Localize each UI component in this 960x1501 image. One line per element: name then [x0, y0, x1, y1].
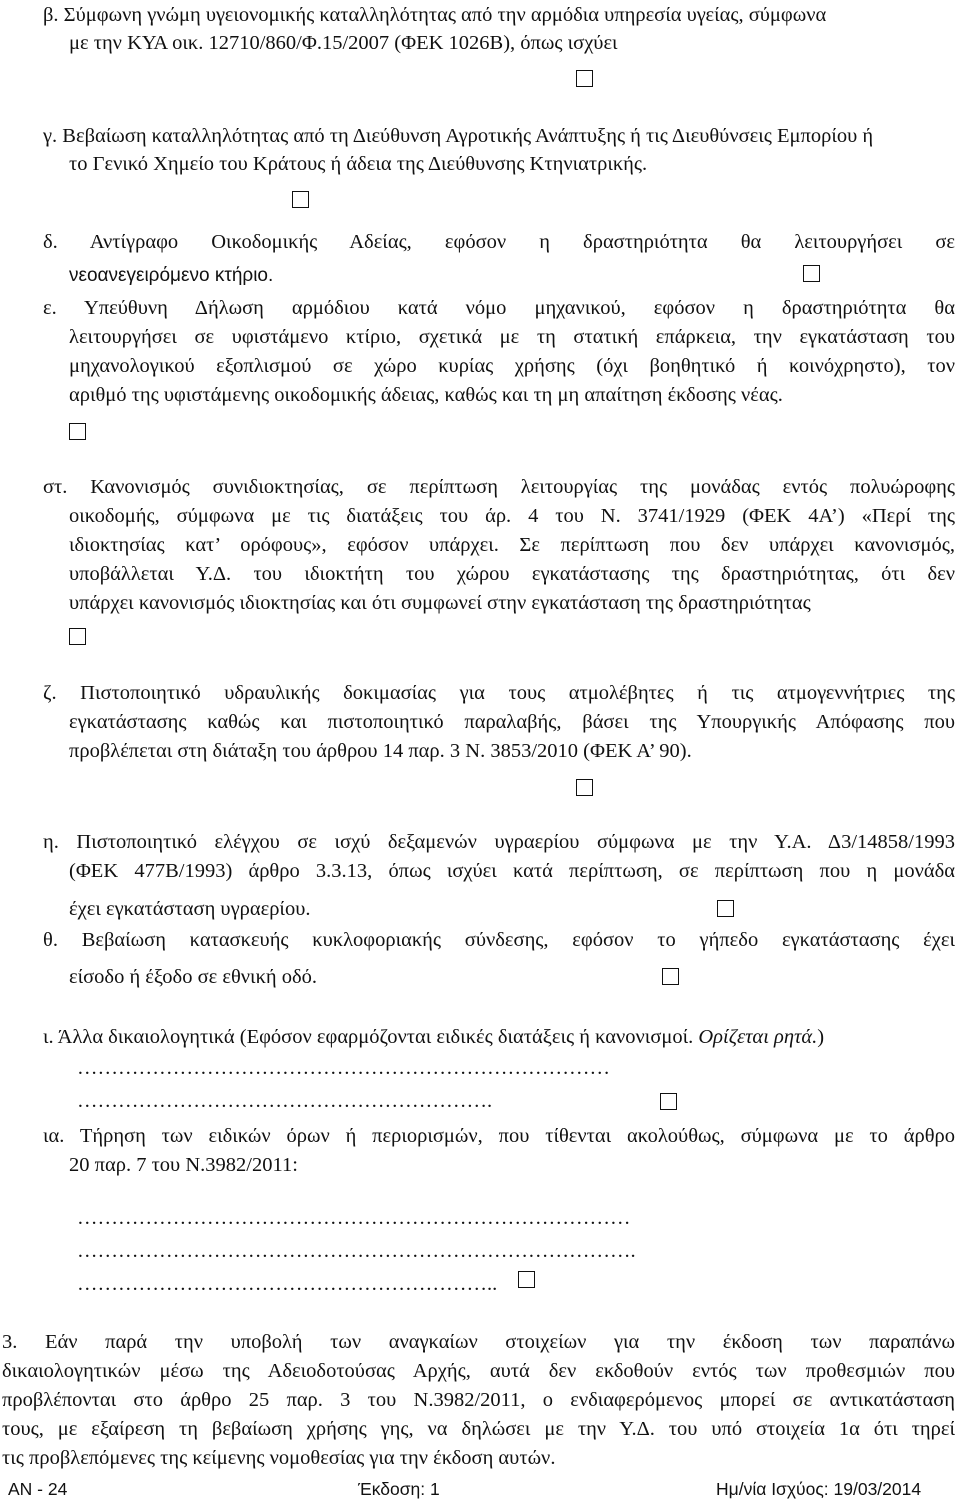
- checkbox-theta[interactable]: [662, 968, 679, 985]
- checkbox-eta[interactable]: [717, 900, 734, 917]
- item-beta-line-2: με την ΚΥΑ οικ. 12710/860/Φ.15/2007 (ΦΕΚ 1026Β), όπως ισχύει: [69, 32, 618, 54]
- item-iota-text: ι. Άλλα δικαιολογητικά (Εφόσον εφαρμόζονται ειδικές διατάξεις ή κανονισμοί.: [43, 1026, 694, 1048]
- item-delta-line-1: δ. Αντίγραφο Οικοδομικής Αδείας, εφόσον η δραστηριότητα θα λειτουργήσει σε: [43, 231, 955, 253]
- item-theta-line-2: είσοδο ή έξοδο σε εθνική οδό.: [69, 966, 318, 988]
- item-iota-line-1: [43, 1024, 824, 1051]
- item-epsilon-line-2: λειτουργήσει σε υφιστάμενο κτίριο, σχετικά με τη στατική επάρκεια, την εγκατάσταση του: [69, 326, 955, 348]
- item-eta-line-2: (ΦΕΚ 477Β/1993) άρθρο 3.3.13, όπως ισχύει κατά περίπτωση, σε περίπτωση που η μονάδα: [69, 860, 955, 882]
- checkbox-ia[interactable]: [518, 1271, 535, 1288]
- item-st-line-4: υποβάλλεται Υ.Δ. του ιδιοκτήτη του χώρου εγκατάστασης της δραστηριότητας, ότι δεν: [69, 563, 955, 585]
- footer-edition: Έκδοση: 1: [358, 1479, 440, 1499]
- checkbox-iota[interactable]: [660, 1093, 677, 1110]
- paragraph-3-line-1: 3. Εάν παρά την υποβολή των αναγκαίων στοιχείων για την έκδοση των παραπάνω: [2, 1331, 955, 1353]
- item-gamma-line-2: το Γενικό Χημείο του Κράτους ή άδεια της Διεύθυνσης Κτηνιατρικής.: [69, 153, 648, 175]
- item-theta-line-1: θ. Βεβαίωση κατασκευής κυκλοφοριακής σύνδεσης, εφόσον το γήπεδο εγκατάστασης έχει: [43, 929, 955, 951]
- item-ia-dots-2: ……………………………………………………………………….: [77, 1240, 636, 1262]
- item-st-line-2: οικοδομής, σύμφωνα με τις διατάξεις του άρ. 4 του Ν. 3741/1929 (ΦΕΚ 4Α’) «Περί της: [69, 505, 955, 527]
- item-st-line-5: υπάρχει κανονισμός ιδιοκτησίας και ότι συμφωνεί στην εγκατάσταση της δραστηριότητας: [69, 592, 811, 614]
- checkbox-gamma[interactable]: [292, 191, 309, 208]
- item-gamma-line-1: γ. Βεβαίωση καταλληλότητας από τη Διεύθυνση Αγροτικής Ανάπτυξης ή τις Διευθύνσεις Εμπορίου ή: [43, 125, 874, 147]
- paragraph-3-line-3: προβλέπονται στο άρθρο 25 παρ. 3 του Ν.3982/2011, ο ενδιαφερόμενος μπορεί σε αντικατάσταση: [2, 1389, 955, 1411]
- checkbox-beta[interactable]: [576, 70, 593, 87]
- item-ia-dots-3: ……………………………………………………..: [77, 1273, 498, 1295]
- checkbox-st[interactable]: [69, 628, 86, 645]
- item-zeta-line-2: εγκατάστασης καθώς και πιστοποιητικό παραλαβής, βάσει της Υπουργικής Απόφασης που: [69, 711, 955, 733]
- checkbox-epsilon[interactable]: [69, 423, 86, 440]
- paragraph-3-line-5: τις προβλεπόμενες της κείμενης νομοθεσίας για την έκδοση αυτών.: [2, 1447, 556, 1469]
- item-iota-dots-2: …………………………………………………….: [77, 1090, 493, 1112]
- item-st-line-3: ιδιοκτησίας κατ’ ορόφους», εφόσον υπάρχει. Σε περίπτωση που δεν υπάρχει κανονισμός,: [69, 534, 955, 556]
- item-epsilon-line-1: ε. Υπεύθυνη Δήλωση αρμόδιου κατά νόμο μηχανικού, εφόσον η δραστηριότητα θα: [43, 297, 955, 319]
- footer-validity-date: Ημ/νία Ισχύος: 19/03/2014: [716, 1479, 922, 1499]
- item-st-line-1: στ. Κανονισμός συνιδιοκτησίας, σε περίπτωση λειτουργίας της μονάδας εντός πολυώροφης: [43, 476, 955, 498]
- item-ia-line-2: 20 παρ. 7 του Ν.3982/2011:: [69, 1154, 298, 1176]
- item-delta-line-2: νεοανεγειρόμενο κτήριο.: [69, 265, 274, 286]
- item-ia-dots-1: ………………………………………………………………………: [77, 1207, 631, 1229]
- item-iota-end: ): [817, 1026, 825, 1048]
- item-eta-line-3: έχει εγκατάσταση υγραερίου.: [69, 898, 311, 920]
- item-iota-dots-1: ……………………………………………………………………: [77, 1057, 610, 1079]
- paragraph-3-line-2: δικαιολογητικών μέσω της Αδειοδοτούσας Αρχής, αυτά δεν εκδοθούν εντός των προθεσμιών που: [2, 1360, 955, 1382]
- paragraph-3-line-4: τους, με εξαίρεση τη βεβαίωση χρήσης γης, να δηλώσει με την Υ.Δ. του υπό στοιχεία 1α ότι τηρεί: [2, 1418, 955, 1440]
- item-epsilon-line-3: μηχανολογικού εξοπλισμού σε χώρο κυρίας χρήσης (όχι βοηθητικό ή κοινόχρηστο), τον: [69, 355, 955, 377]
- footer-page-number: ΑΝ - 24: [8, 1479, 68, 1499]
- item-beta-line-1: β. Σύμφωνη γνώμη υγειονομικής καταλληλότητας από την αρμόδια υπηρεσία υγείας, σύμφωνα: [43, 4, 827, 26]
- item-iota-italic: Ορίζεται ρητά.: [698, 1026, 818, 1048]
- checkbox-zeta[interactable]: [576, 779, 593, 796]
- item-zeta-line-3: προβλέπεται στη διάταξη του άρθρου 14 παρ. 3 Ν. 3853/2010 (ΦΕΚ Α’ 90).: [69, 740, 692, 762]
- item-epsilon-line-4: αριθμό της υφιστάμενης οικοδομικής άδειας, καθώς και τη μη απαίτηση έκδοσης νέας.: [69, 384, 783, 406]
- item-ia-line-1: ια. Τήρηση των ειδικών όρων ή περιορισμών, που τίθενται ακολούθως, σύμφωνα με το άρθρο: [43, 1125, 955, 1147]
- item-eta-line-1: η. Πιστοποιητικό ελέγχου σε ισχύ δεξαμενών υγραερίου σύμφωνα με την Υ.Α. Δ3/14858/1993: [43, 831, 955, 853]
- checkbox-delta[interactable]: [803, 265, 820, 282]
- item-zeta-line-1: ζ. Πιστοποιητικό υδραυλικής δοκιμασίας για τους ατμολέβητες ή τις ατμογεννήτριες της: [43, 682, 955, 704]
